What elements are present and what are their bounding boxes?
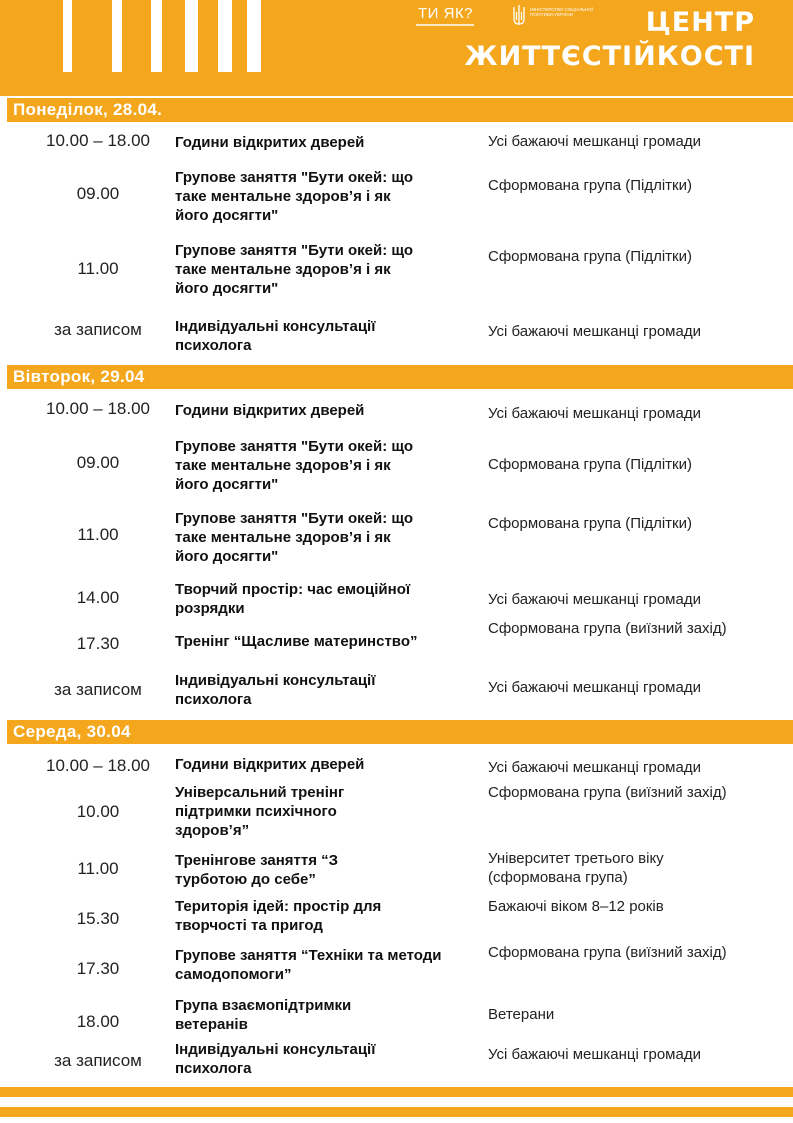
header-divider	[0, 92, 793, 96]
event-audience: Сформована група (Підлітки)	[488, 177, 692, 194]
event-audience: Усі бажаючі мешканці громади	[488, 405, 701, 422]
event-audience: Бажаючі віком 8–12 років	[488, 898, 664, 915]
decorative-stripe	[185, 0, 198, 72]
event-time: 17.30	[76, 634, 120, 653]
event-time: 17.30	[76, 959, 120, 978]
event-title: Група взаємопідтримки ветеранів	[175, 997, 352, 1033]
event-time: 10.00 – 18.00	[46, 131, 150, 150]
event-time: 11.00	[77, 859, 119, 878]
event-title: Групове заняття "Бути окей: що таке ментальне здоров’я і як його досягти"	[175, 242, 413, 297]
decorative-stripe	[218, 0, 232, 72]
event-audience: Університет третього віку (сформована група)	[488, 850, 664, 886]
event-audience: Сформована група (виїзний захід)	[488, 944, 727, 961]
event-title: Групове заняття "Бути окей: що таке ментальне здоров’я і як його досягти"	[175, 169, 413, 224]
footer-bar	[0, 1107, 793, 1117]
event-title: Індивідуальні консультації психолога	[175, 318, 376, 354]
event-time: 18.00	[76, 1012, 120, 1031]
event-audience: Сформована група (виїзний захід)	[488, 784, 727, 801]
decorative-stripe	[247, 0, 261, 72]
event-title: Територія ідей: простір для творчості та пригод	[175, 898, 382, 934]
event-audience: Усі бажаючі мешканці громади	[488, 323, 701, 340]
event-audience: Сформована група (виїзний захід)	[488, 620, 727, 637]
header-banner	[0, 0, 793, 92]
event-title: Творчий простір: час емоційної розрядки	[175, 581, 411, 617]
day-header-tuesday	[7, 365, 793, 389]
day-label: Понеділок, 28.04.	[13, 100, 163, 119]
event-time: 10.00	[76, 802, 120, 821]
event-time: 14.00	[76, 588, 120, 607]
title-line-2: ЖИТТЄСТІЙКОСТІ	[464, 41, 755, 72]
event-title: Тренінгове заняття “З турботою до себе”	[175, 852, 339, 888]
event-title: Універсальний тренінг підтримки психічного здоров’я”	[175, 784, 345, 839]
decorative-stripe	[112, 0, 122, 72]
title-line-1: ЦЕНТР	[645, 7, 755, 38]
event-title: Групове заняття “Техніки та методи самодопомоги”	[175, 947, 442, 983]
decorative-stripe	[151, 0, 162, 72]
event-time: 09.00	[76, 453, 120, 472]
event-audience: Усі бажаючі мешканці громади	[488, 679, 701, 696]
day-header-monday	[7, 98, 793, 122]
event-title: Індивідуальні консультації психолога	[175, 1041, 376, 1077]
footer-bar	[0, 1087, 793, 1097]
tiyak-logo: ТИ ЯК?	[418, 5, 474, 22]
event-time: за записом	[54, 1051, 142, 1070]
event-audience: Усі бажаючі мешканці громади	[488, 759, 701, 776]
event-time: 09.00	[76, 184, 120, 203]
event-time: 11.00	[77, 259, 119, 278]
event-title: Години відкритих дверей	[175, 402, 365, 419]
event-title: Групове заняття "Бути окей: що таке ментальне здоров’я і як його досягти"	[175, 510, 413, 565]
decorative-stripe	[63, 0, 72, 72]
event-title: Години відкритих дверей	[175, 756, 365, 773]
center-title	[465, 6, 755, 74]
event-time: 10.00 – 18.00	[46, 399, 150, 418]
event-audience: Сформована група (Підлітки)	[488, 456, 692, 473]
event-title: Години відкритих дверей	[175, 134, 365, 151]
event-audience: Усі бажаючі мешканці громади	[488, 133, 701, 150]
event-time: 11.00	[77, 525, 119, 544]
day-label: Середа, 30.04	[13, 722, 131, 741]
event-time: 15.30	[76, 909, 120, 928]
event-title: Індивідуальні консультації психолога	[175, 672, 376, 708]
event-title: Групове заняття "Бути окей: що таке ментальне здоров’я і як його досягти"	[175, 438, 413, 493]
day-label: Вівторок, 29.04	[13, 367, 145, 386]
event-audience: Усі бажаючі мешканці громади	[488, 1046, 701, 1063]
event-audience: Сформована група (Підлітки)	[488, 515, 692, 532]
event-audience: Ветерани	[488, 1006, 555, 1023]
event-time: за записом	[54, 680, 142, 699]
event-audience: Сформована група (Підлітки)	[488, 248, 692, 265]
event-title: Тренінг “Щасливе материнство”	[175, 633, 418, 650]
event-time: за записом	[54, 320, 142, 339]
event-time: 10.00 – 18.00	[46, 756, 150, 775]
event-audience: Усі бажаючі мешканці громади	[488, 591, 701, 608]
ministry-label: МІНІСТЕРСТВО СОЦІАЛЬНОЇ ПОЛІТИКИ УКРАЇНИ	[530, 7, 593, 17]
day-header-wednesday	[7, 720, 793, 744]
